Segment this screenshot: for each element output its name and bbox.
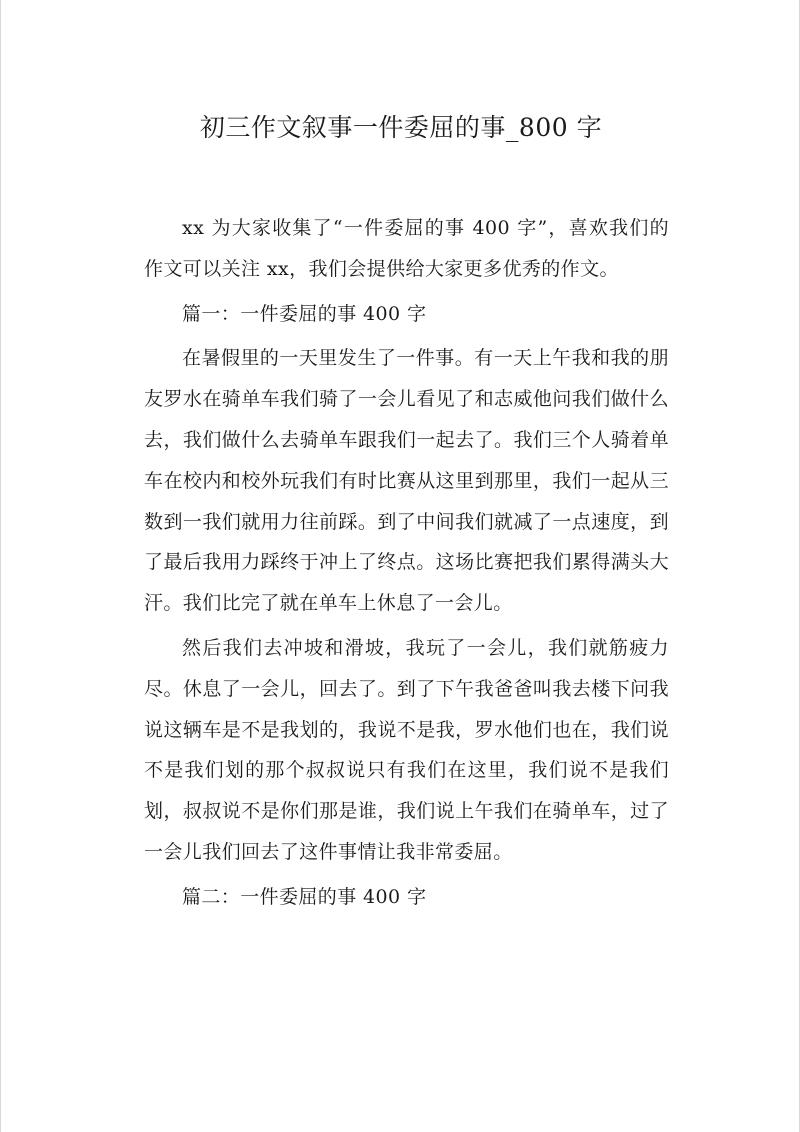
section-heading-part-two: 篇二：一件委屈的事 400 字: [182, 885, 427, 908]
section-heading-part-one: 篇一：一件委屈的事 400 字: [182, 302, 427, 325]
document-body: [144, 208, 669, 918]
document-title: 初三作文叙事一件委屈的事_800 字: [199, 113, 603, 142]
intro-paragraph: xx 为大家收集了“一件委屈的事 400 字”，喜欢我们的作文可以关注 xx，我们会提供给大家更多优秀的作文。: [144, 217, 669, 280]
story-paragraph-two: 然后我们去冲坡和滑坡，我玩了一会儿，我们就筋疲力尽。休息了一会儿，回去了。到了下午我爸爸叫我去楼下问我说这辆车是不是我划的，我说不是我，罗水他们也在，我们说不是我们划的那个叔叔说只有我们在这里，我们说不是我们划，叔叔说不是你们那是谁，我们说上午我们在骑单车，过了一会儿我们回去了这件事情让我非常委屈。: [144, 636, 669, 863]
story-paragraph-one: 在暑假里的一天里发生了一件事。有一天上午我和我的朋友罗水在骑单车我们骑了一会儿看见了和志威他问我们做什么去，我们做什么去骑单车跟我们一起去了。我们三个人骑着单车在校内和校外玩我们有时比赛从这里到那里，我们一起从三数到一我们就用力往前踩。到了中间我们就减了一点速度，到了最后我用力踩终于冲上了终点。这场比赛把我们累得满头大汗。我们比完了就在单车上休息了一会儿。: [144, 347, 669, 615]
